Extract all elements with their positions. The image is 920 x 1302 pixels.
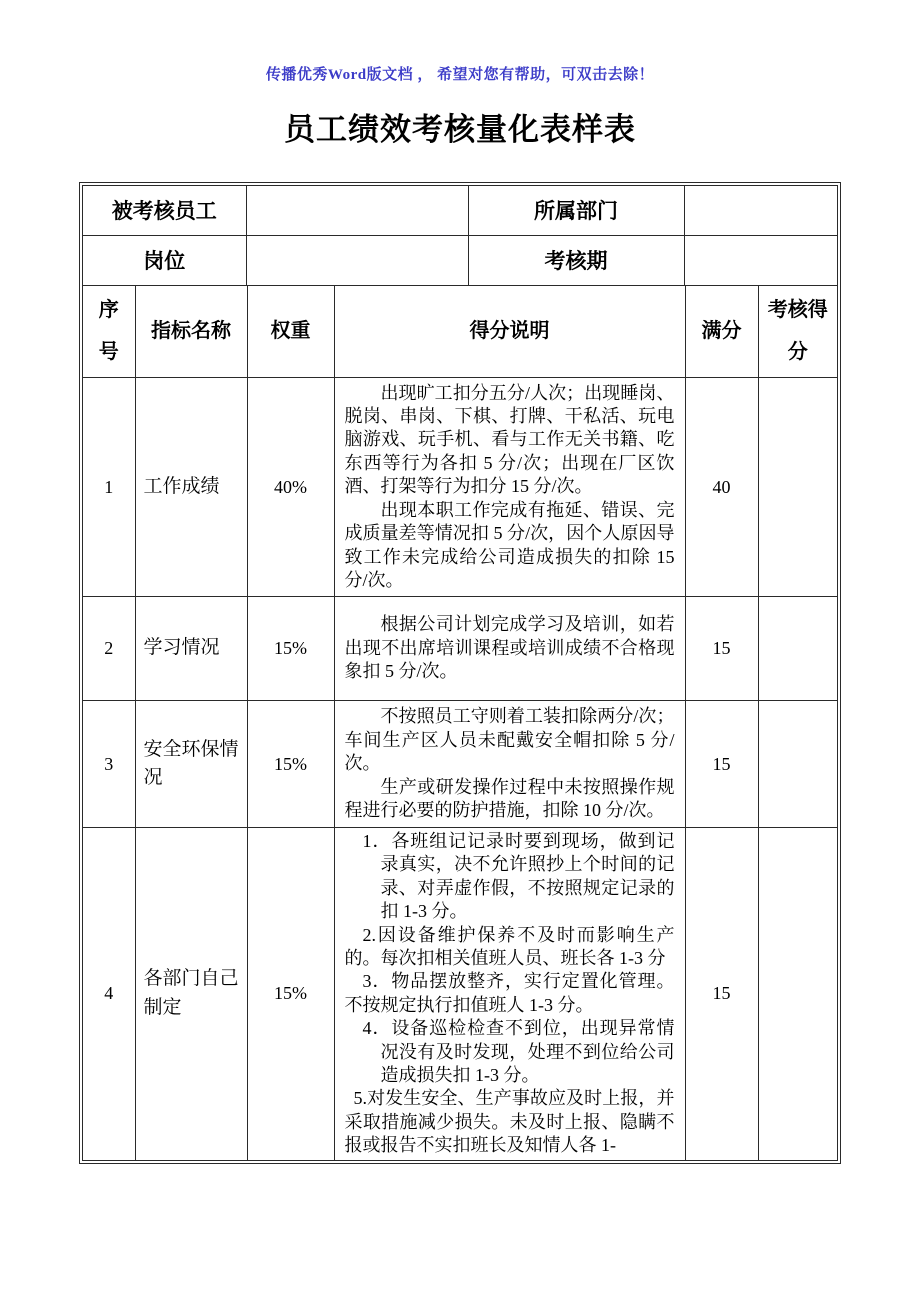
- cell-assessment-score[interactable]: [758, 701, 837, 828]
- cell-serial: 1: [83, 378, 135, 597]
- cell-indicator-name: 学习情况: [135, 597, 247, 701]
- cell-assessment-score[interactable]: [758, 597, 837, 701]
- cell-score-description: [334, 701, 685, 828]
- assessment-table: [79, 182, 841, 1164]
- cell-score-description: [334, 828, 685, 1160]
- score-table-header-row: [83, 286, 837, 378]
- table-row: [83, 828, 837, 1160]
- description-paragraph: 根据公司计划完成学习及培训，如若出现不出席培训课程或培训成绩不合格现象扣 5 分/次。: [344, 614, 675, 682]
- col-header-description: 得分说明: [334, 286, 685, 378]
- cell-assessment-score[interactable]: [758, 378, 837, 597]
- info-value-employee[interactable]: [246, 186, 468, 235]
- description-paragraph: 出现本职工作完成有拖延、错误、完成质量差等情况扣 5 分/次，因个人原因导致工作未完成给公司造成损失的扣除 15 分/次。: [344, 499, 675, 590]
- description-paragraph: 生产或研发操作过程中未按照操作规程进行必要的防护措施，扣除 10 分/次。: [344, 776, 675, 821]
- cell-assessment-score[interactable]: [758, 828, 837, 1160]
- description-paragraph: 2.因设备维护保养不及时而影响生产的。每次扣相关值班人员、班长各 1-3 分: [344, 924, 675, 969]
- col-header-serial: 序号: [83, 286, 135, 378]
- score-table-body: [83, 378, 837, 1160]
- cell-serial: 4: [83, 828, 135, 1160]
- info-label-position: 岗位: [83, 235, 246, 285]
- info-table: [83, 186, 837, 286]
- description-paragraph: 5.对发生安全、生产事故应及时上报，并采取措施减少损失。未及时上报、隐瞒不报或报告不实扣班长及知情人各 1-: [344, 1088, 675, 1156]
- cell-weight: 15%: [247, 828, 334, 1160]
- cell-max-score: 40: [685, 378, 758, 597]
- col-header-weight: 权重: [247, 286, 334, 378]
- score-table: [83, 286, 837, 1160]
- cell-weight: 40%: [247, 378, 334, 597]
- cell-score-description: [334, 597, 685, 701]
- cell-indicator-name: 安全环保情况: [135, 701, 247, 828]
- cell-weight: 15%: [247, 701, 334, 828]
- info-value-department[interactable]: [684, 186, 837, 235]
- description-paragraph: 4．设备巡检检查不到位，出现异常情况没有及时发现，处理不到位给公司造成损失扣 1-3 分。: [362, 1018, 675, 1086]
- info-label-employee: 被考核员工: [83, 186, 246, 235]
- info-row: [83, 186, 837, 235]
- info-row: [83, 235, 837, 285]
- cell-indicator-name: 工作成绩: [135, 378, 247, 597]
- description-paragraph: 不按照员工守则着工装扣除两分/次；车间生产区人员未配戴安全帽扣除 5 分/次。: [344, 706, 675, 774]
- cell-max-score: 15: [685, 597, 758, 701]
- cell-serial: 3: [83, 701, 135, 828]
- description-paragraph: 3．物品摆放整齐，实行定置化管理。不按规定执行扣值班人 1-3 分。: [344, 971, 675, 1015]
- doc-title: 员工绩效考核量化表样表: [284, 112, 636, 147]
- col-header-assessed-score: 考核得分: [758, 286, 837, 378]
- info-label-department: 所属部门: [468, 186, 684, 235]
- description-paragraph: 1．各班组记记录时要到现场，做到记录真实，决不允许照抄上个时间的记录、对弄虚作假，不按照规定记录的扣 1-3 分。: [362, 831, 675, 922]
- cell-weight: 15%: [247, 597, 334, 701]
- info-label-period: 考核期: [468, 235, 684, 285]
- info-value-position[interactable]: [246, 235, 468, 285]
- table-row: [83, 701, 837, 828]
- table-row: [83, 378, 837, 597]
- description-paragraph: 出现旷工扣分五分/人次；出现睡岗、脱岗、串岗、下棋、打牌、干私活、玩电脑游戏、玩手机、看与工作无关书籍、吃东西等行为各扣 5 分/次；出现在厂区饮酒、打架等行为扣分 15 分/次。: [344, 382, 675, 497]
- cell-serial: 2: [83, 597, 135, 701]
- info-value-period[interactable]: [684, 235, 837, 285]
- cell-max-score: 15: [685, 828, 758, 1160]
- col-header-max-score: 满分: [685, 286, 758, 378]
- cell-score-description: [334, 378, 685, 597]
- promo-notice[interactable]: 传播优秀Word版文档 ， 希望对您有帮助，可双击去除！: [265, 67, 655, 83]
- cell-max-score: 15: [685, 701, 758, 828]
- col-header-indicator-name: 指标名称: [135, 286, 247, 378]
- table-row: [83, 597, 837, 701]
- cell-indicator-name: 各部门自己制定: [135, 828, 247, 1160]
